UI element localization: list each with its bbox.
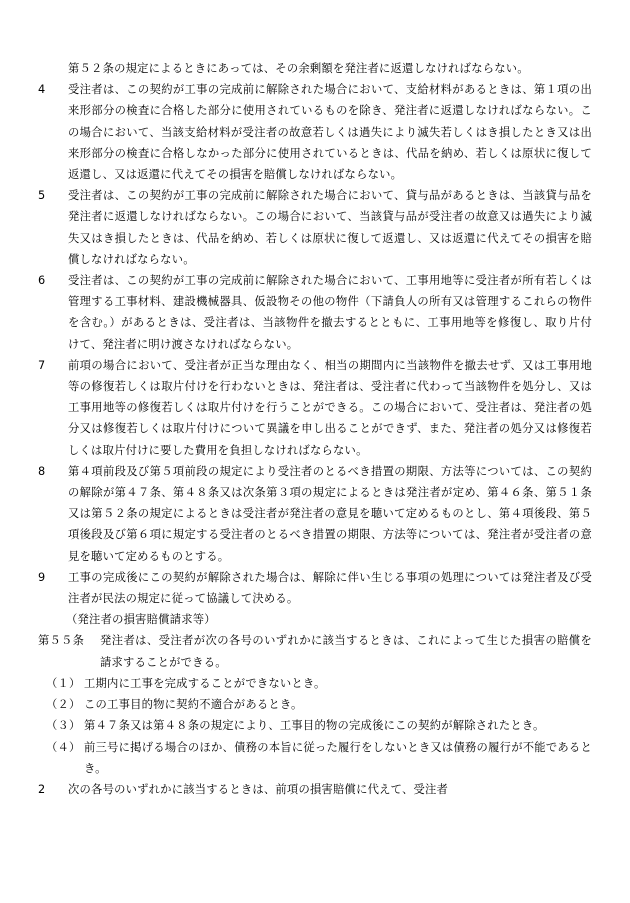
paragraph-continuation: 第５２条の規定によるときにあっては、その余剰額を発注者に返還しなければならない。 (68, 62, 529, 75)
clause-text: 第４項前段及び第５項前段の規定により受注者のとるべき措置の期限、方法等については、この契約の解除が第４７条、第４８条又は次条第３項の規定によるときは発注者が定め、第４６条、第５１条又は第５２条の規定によるときは受注者が発注者の意見を聴いて定めるものとし、第４項後段、第５項後段及び第６項に規定する受注者のとるべき措置の期限、方法等については、発注者が受注者の意見を聴いて定めるものとする。 (68, 464, 592, 563)
subitem-marker: （３） (46, 719, 81, 733)
clause-marker: 6 (38, 274, 46, 288)
article-text: 発注者は、受注者が次の各号のいずれかに該当するときは、これによって生じた損害の賠償を請求することができる。 (100, 634, 592, 669)
article-marker: 第５５条 (38, 634, 85, 648)
clause-9 (38, 567, 592, 609)
subitem-3 (38, 715, 592, 736)
clause-7 (38, 355, 592, 461)
subitem-text: 工期内に工事を完成することができないとき。 (84, 676, 326, 690)
clause-text: 前項の場合において、受注者が正当な理由なく、相当の期間内に当該物件を撤去せず、又は工事用地等の修復若しくは取片付けを行わないときは、発注者は、受注者に代わって当該物件を処分し、又は工事用地等の修復若しくは取片付けを行うことができる。この場合において、受注者は、発注者の処分又は修復若しくは取片付けについて異議を申し出ることができず、また、発注者の処分又は修復若しくは取片付けに要した費用を負担しなければならない。 (68, 358, 592, 457)
clause-marker: 2 (38, 782, 46, 796)
contract-text-body (38, 58, 592, 800)
clause-marker: 8 (38, 464, 46, 478)
subitem-text: 前三号に掲げる場合のほか、債務の本旨に従った履行をしないとき又は債務の履行が不能であるとき。 (84, 740, 592, 775)
article-heading: （発注者の損害賠償請求等） (66, 613, 216, 627)
subitem-text: この工事目的物に契約不適合があるとき。 (84, 698, 303, 712)
subitem-marker: （２） (46, 698, 81, 712)
clause-marker: 7 (38, 358, 46, 372)
clause-text: 受注者は、この契約が工事の完成前に解除された場合において、支給材料があるときは、第１項の出来形部分の検査に合格した部分に使用されているものを除き、発注者に返還しなければならない。この場合において、当該支給材料が受注者の故意若しくは過失により滅失若しくはき損したとき又は出来形部分の検査に合格しなかった部分に使用されているときは、代品を納め、若しくは原状に復して返還し、又は返還に代えてその損害を賠償しなければならない。 (68, 83, 592, 182)
clause-marker: 5 (38, 189, 46, 203)
clause-text: 工事の完成後にこの契約が解除された場合は、解除に伴い生じる事項の処理については発注者及び受注者が民法の規定に従って協議して決める。 (68, 570, 592, 606)
subitem-2 (38, 694, 592, 715)
article-55 (38, 630, 592, 672)
subitem-marker: （４） (46, 740, 81, 754)
clause-marker: 9 (38, 570, 46, 584)
clause-text: 受注者は、この契約が工事の完成前に解除された場合において、工事用地等に受注者が所有若しくは管理する工事材料、建設機械器具、仮設物その他の物件（下請負人の所有又は管理するこれらの物件を含む。）があるときは、受注者は、当該物件を撤去するとともに、工事用地等を修復し、取り片付けて、発注者に明け渡さなければならない。 (68, 274, 592, 351)
clause-marker: 4 (38, 83, 46, 97)
subitem-marker: （１） (46, 676, 81, 690)
subitem-1 (38, 673, 592, 694)
subitem-text: 第４７条又は第４８条の規定により、工事目的物の完成後にこの契約が解除されたとき。 (84, 719, 545, 733)
clause-5 (38, 185, 592, 270)
clause-2 (38, 779, 592, 800)
clause-text: 次の各号のいずれかに該当するときは、前項の損害賠償に代えて、受注者 (68, 782, 449, 796)
clause-4 (38, 79, 592, 185)
subitem-4 (38, 737, 592, 779)
clause-text: 受注者は、この契約が工事の完成前に解除された場合において、貸与品があるときは、当該貸与品を発注者に返還しなければならない。この場合において、当該貸与品が受注者の故意又は過失により滅失又はき損したときは、代品を納め、若しくは原状に復して返還し、又は返還に代えてその損害を賠償しなければならない。 (68, 189, 592, 266)
clause-8 (38, 461, 592, 567)
clause-6 (38, 270, 592, 355)
